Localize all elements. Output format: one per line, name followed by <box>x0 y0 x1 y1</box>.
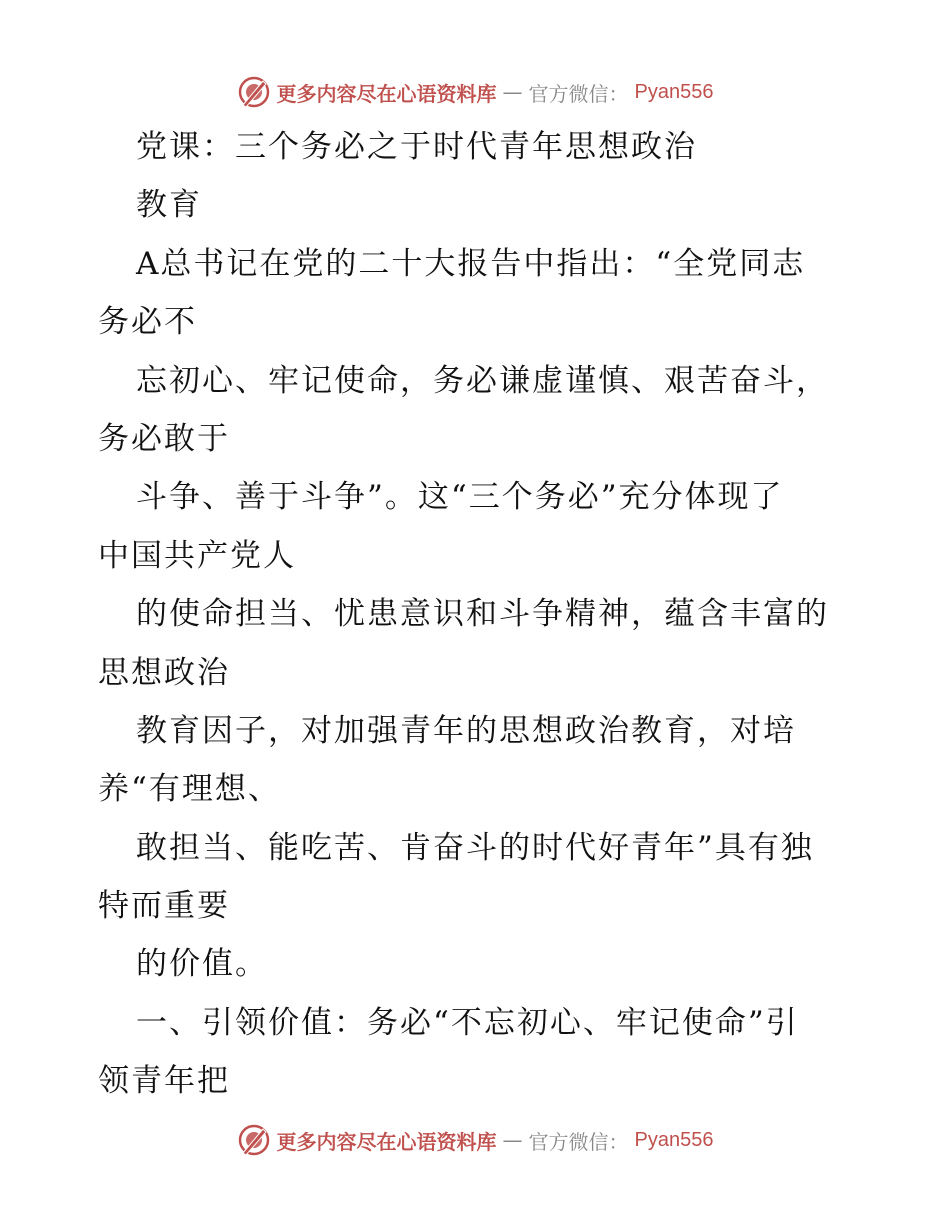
title-line-2: 教育 <box>136 187 202 224</box>
paragraph-line: 敢担当、能吃苦、肯奋斗的时代好青年”具有独 <box>136 829 814 866</box>
paragraph-line: 的使命担当、忧患意识和斗争精神，蕴含丰富的 <box>136 596 829 633</box>
watermark-text: 更多内容尽在心语资料库 <box>276 1129 497 1154</box>
paragraph-line: 教育因子，对加强青年的思想政治教育，对培 <box>136 712 796 749</box>
watermark-text: 更多内容尽在心语资料库 <box>276 81 497 106</box>
pen-logo-icon <box>237 75 271 109</box>
paragraph-line: 的价值。 <box>136 946 268 983</box>
watermark-wechat-id: Pyan556 <box>634 80 714 103</box>
paragraph-line: 忘初心、牢记使命，务必谦虚谨慎、艰苦奋斗， <box>136 362 829 399</box>
paragraph-line: 斗争、善于斗争”。这“三个务必”充分体现了 <box>136 479 784 516</box>
watermark-header <box>0 72 950 112</box>
section-heading-line: 领青年把 <box>98 1063 230 1100</box>
document-body <box>98 118 858 1111</box>
watermark-wechat-label: 官方微信： <box>528 81 629 106</box>
watermark-separator: — <box>502 1128 523 1152</box>
paragraph-line: 务必敢于 <box>98 420 230 457</box>
paragraph-line: 务必不 <box>98 304 197 341</box>
paragraph-line: A总书记在党的二十大报告中指出：“全党同志 <box>136 245 806 282</box>
watermark-footer <box>0 1120 950 1160</box>
paragraph-line: 思想政治 <box>98 654 230 691</box>
pen-logo-icon <box>237 1123 271 1157</box>
watermark-wechat-label: 官方微信： <box>528 1129 629 1154</box>
watermark-separator: — <box>502 80 523 104</box>
watermark-wechat-id: Pyan556 <box>634 1128 714 1151</box>
paragraph-line: 特而重要 <box>98 888 230 925</box>
section-heading-line: 一、引领价值：务必“不忘初心、牢记使命”引 <box>136 1004 799 1041</box>
paragraph-line: 中国共产党人 <box>98 537 296 574</box>
paragraph-line: 养“有理想、 <box>98 771 281 808</box>
title-line-1: 党课：三个务必之于时代青年思想政治 <box>136 129 697 165</box>
